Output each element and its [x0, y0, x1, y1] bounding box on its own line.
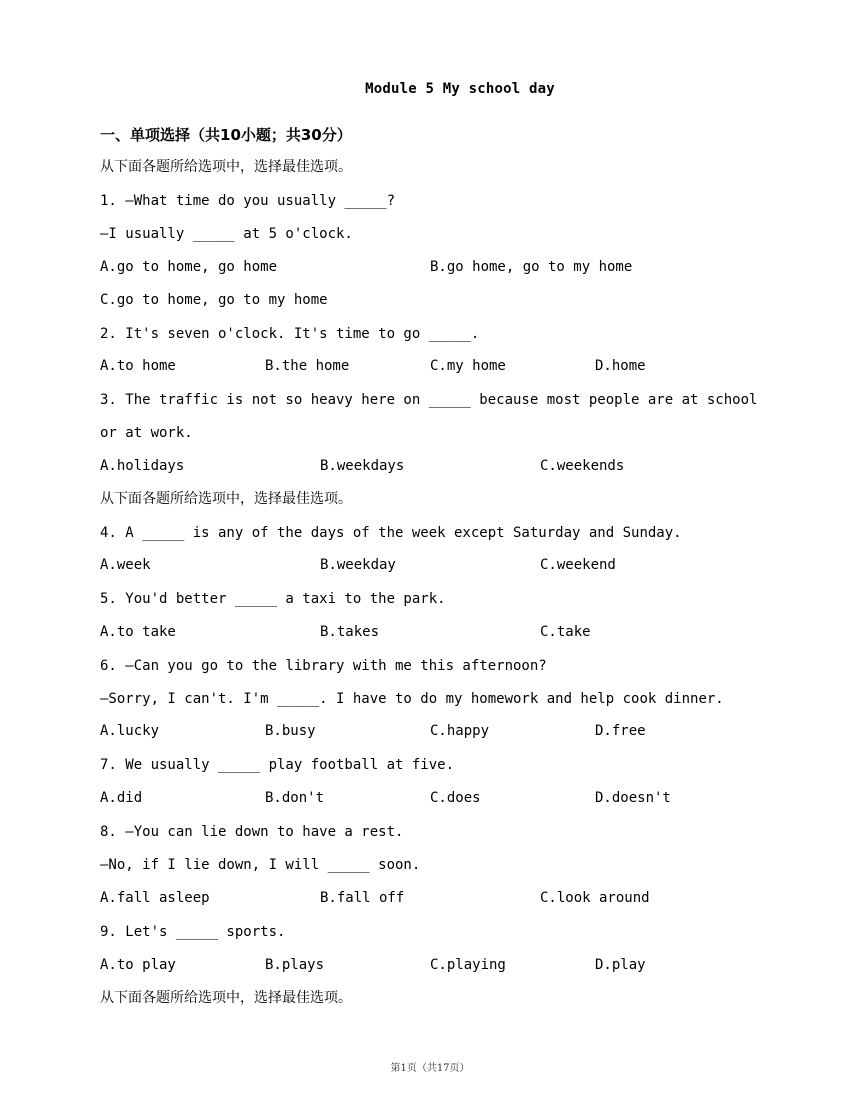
q1-option-b: B.go home, go to my home [430, 259, 633, 275]
q9-option-d: D.play [595, 957, 646, 973]
q8-option-b: B.fall off [320, 890, 405, 906]
question-1-text-2: —I usually _____ at 5 o'clock. [100, 226, 353, 242]
q1-option-c: C.go to home, go to my home [100, 292, 328, 308]
q4-option-a: A.week [100, 557, 151, 573]
q2-option-a: A.to home [100, 358, 176, 374]
question-8-text: 8. —You can lie down to have a rest. [100, 824, 404, 840]
q2-option-d: D.home [595, 358, 646, 374]
q6-option-a: A.lucky [100, 723, 160, 739]
page-footer: 第1页（共17页） [390, 1063, 470, 1074]
question-3-text: 3. The traffic is not so heavy here on _____ because most people are at school [100, 392, 758, 408]
q6-option-b: B.busy [265, 723, 316, 739]
q4-option-c: C.weekend [540, 557, 616, 573]
q1-option-a: A.go to home, go home [100, 259, 278, 275]
q8-option-a: A.fall asleep [100, 890, 210, 906]
q3-option-b: B.weekdays [320, 458, 405, 474]
q5-option-a: A.to take [100, 624, 176, 640]
q3-option-a: A.holidays [100, 458, 185, 474]
q7-option-b: B.don't [265, 790, 325, 806]
q6-option-c: C.happy [430, 723, 490, 739]
q4-option-b: B.weekday [320, 557, 396, 573]
instruction-text-3: 从下面各题所给选项中，选择最佳选项。 [100, 990, 352, 1006]
instruction-text: 从下面各题所给选项中，选择最佳选项。 [100, 159, 352, 175]
q6-option-d: D.free [595, 723, 646, 739]
q2-option-b: B.the home [265, 358, 350, 374]
q5-option-b: B.takes [320, 624, 380, 640]
question-1-text: 1. —What time do you usually _____? [100, 193, 396, 209]
q2-option-c: C.my home [430, 358, 506, 374]
q9-option-b: B.plays [265, 957, 325, 973]
question-7-text: 7. We usually _____ play football at five. [100, 757, 455, 773]
question-9-text: 9. Let's _____ sports. [100, 924, 286, 940]
q7-option-c: C.does [430, 790, 481, 806]
instruction-text-2: 从下面各题所给选项中，选择最佳选项。 [100, 491, 352, 507]
question-4-text: 4. A _____ is any of the days of the week except Saturday and Sunday. [100, 525, 682, 541]
question-5-text: 5. You'd better _____ a taxi to the park. [100, 591, 446, 607]
q8-option-c: C.look around [540, 890, 650, 906]
question-8-text-2: —No, if I lie down, I will _____ soon. [100, 857, 421, 873]
question-3-text-2: or at work. [100, 425, 193, 441]
question-2-text: 2. It's seven o'clock. It's time to go _____. [100, 326, 480, 342]
q5-option-c: C.take [540, 624, 591, 640]
q7-option-a: A.did [100, 790, 143, 806]
question-6-text-2: —Sorry, I can't. I'm _____. I have to do my homework and help cook dinner. [100, 691, 724, 707]
q3-option-c: C.weekends [540, 458, 625, 474]
q9-option-a: A.to play [100, 957, 176, 973]
page-title: Module 5 My school day [365, 81, 555, 97]
section-heading: 一、单项选择（共10小题；共30分） [100, 126, 352, 144]
q9-option-c: C.playing [430, 957, 506, 973]
q7-option-d: D.doesn't [595, 790, 671, 806]
question-6-text: 6. —Can you go to the library with me this afternoon? [100, 658, 547, 674]
